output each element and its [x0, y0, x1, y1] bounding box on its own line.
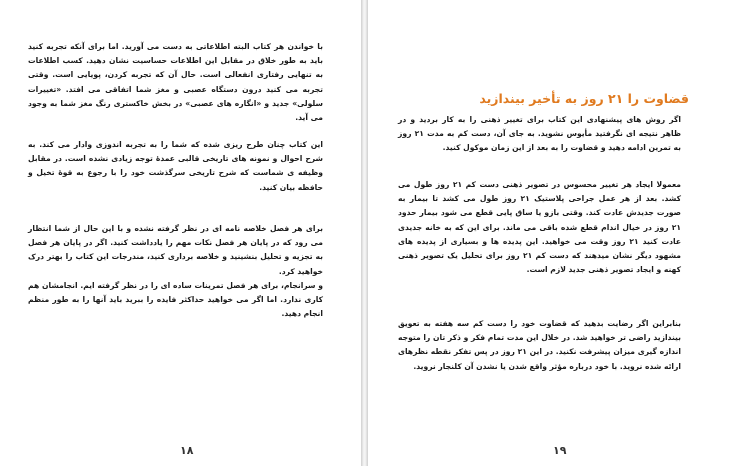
right-paragraph-2: معمولا ایجاد هر تغییر محسوس در تصویر ذهنی دست کم ۲۱ روز طول می کشد. بعد از هر عمل جراحی پلاستیک ۲۱ روز طول می کشد تا بیمار به صورت جدیدش عادت کند. وقتی بازو یا ساق پایی قطع می شود بیمار حدود ۲۱ روز در خیال اندام قطع شده باقی می ماند. برای این که به خانه جدیدی عادت کنید ۲۱ روز وقت می خواهید. این پدیده ها و بسیاری از پدیده های مشهود دیگر نشان میدهند که دست کم ۲۱ روز برای تحلیل یک تصویر ذهنی کهنه و ایجاد تصویر ذهنی جدید لازم است. — [398, 180, 682, 275]
right-page-number: ۱۹ — [553, 444, 567, 457]
right-paragraph-1-block — [398, 113, 681, 156]
left-paragraph-2: این کتاب چنان طرح ریزی شده که شما را به تجربه اندوزی وادار می کند. به شرح احوال و نمونه های تاریخی قالبی عمدهٔ توجه زیادی نشده است. در مقابل وظیفه ی شماست که شرح تاریخی سرگذشت خود را با رجوع به قوهٔ تخیل و حافظه بیان کنید. — [28, 140, 323, 192]
left-page-number: ۱۸ — [180, 444, 194, 457]
left-paragraph-4-block — [28, 279, 323, 322]
right-paragraph-2-block — [398, 178, 681, 277]
left-paragraph-4: و سرانجام، برای هر فصل تمرینات ساده ای را در نظر گرفته ایم. انجامشان هم کاری ندارد. اما اگر می خواهید حداکثر فایده را ببرید باید آنها را به طور منظم انجام دهید. — [28, 281, 323, 319]
chapter-heading: قضاوت را ۲۱ روز به تأخیر بیندازید — [479, 91, 689, 106]
left-paragraph-2-block — [28, 138, 323, 195]
right-paragraph-1: اگر روش های پیشنهادی این کتاب برای تغییر ذهنی را به کار بردید و در ظاهر نتیجه ای نگرفتید مأیوس نشوید. به جای آن، دست کم به مدت ۲۱ روز به تمرین ادامه دهید و قضاوت را به بعد از این زمان موکول کنید. — [398, 115, 681, 153]
left-paragraph-3-block — [28, 222, 323, 279]
left-paragraph-3: برای هر فصل خلاصه نامه ای در نظر گرفته نشده و با این حال از شما انتظار می رود که در پایان هر فصل نکات مهم را یادداشت کنید. اگر در پایان هر فصل به تجزیه و تحلیل بنشینید و خلاصه برداری کنید، مندرجات این کتاب را بهتر درک خواهید کرد. — [28, 224, 323, 276]
left-paragraph-1: با خواندن هر کتاب البته اطلاعاتی به دست می آورید. اما برای آنکه تجربه کنید باید به طور خلاق در مقابل این اطلاعات حساسیت نشان دهید. کسب اطلاعات به تنهایی رفتاری انفعالی است. حال آن که تجربه کردن، پویایی است. وقتی تجربه می کنید درون دستگاه عصبی و مغز شما اتفاقی می افتد. «تغییرات سلولی» جدید و «انگاره های عصبی» در بخش خاکستری رنگ مغز شما به وجود می آید. — [28, 42, 323, 123]
right-paragraph-3-block — [398, 317, 681, 374]
left-page — [0, 0, 361, 466]
book-gutter — [361, 0, 368, 466]
left-paragraph-1-block — [28, 40, 323, 125]
right-page — [368, 0, 729, 466]
right-paragraph-3: بنابراین اگر رضایت بدهید که قضاوت خود را دست کم سه هفته به تعویق بیندازید راضی تر خواهید شد. در خلال این مدت تمام فکر و ذکر تان را متوجه اندازه گیری میزان پیشرفت نکنید. در این ۲۱ روز در پس تفکر نقطه نظرهای ارائه شده نروید. با خود درباره مؤثر واقع شدن یا نشدن آن کلنجار نروید. — [398, 319, 681, 371]
